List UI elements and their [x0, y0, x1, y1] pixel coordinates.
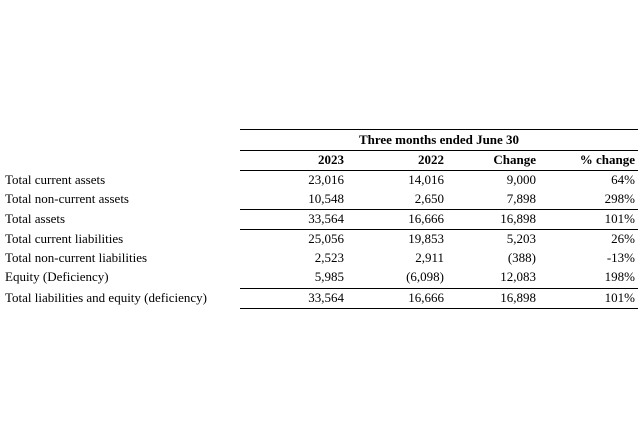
value-2023: 23,016 [308, 172, 344, 187]
value-2023: 5,985 [314, 269, 344, 284]
value-change: 9,000 [506, 172, 536, 187]
row-label: Equity (Deficiency) [5, 269, 109, 284]
table-row [0, 190, 640, 209]
value-change: 12,083 [500, 269, 536, 284]
value-pct-change: 101% [604, 290, 635, 305]
value-change: 7,898 [506, 191, 536, 206]
value-pct-change: 298% [604, 191, 635, 206]
header-pct-change: % change [579, 152, 635, 167]
value-2023: 33,564 [308, 290, 344, 305]
row-label: Total assets [5, 211, 66, 226]
row-label: Total non-current liabilities [5, 250, 148, 265]
value-change: (388) [507, 250, 536, 265]
table-row [0, 268, 640, 287]
row-label: Total liabilities and equity (deficiency) [5, 290, 207, 305]
value-2022: 16,666 [408, 290, 444, 305]
value-2023: 33,564 [308, 211, 344, 226]
value-2022: 2,650 [414, 191, 444, 206]
value-change: 16,898 [500, 290, 536, 305]
value-2022: 14,016 [408, 172, 444, 187]
table-row [0, 249, 640, 268]
top-rule [240, 129, 638, 130]
table-row [0, 289, 640, 308]
header-2022: 2022 [418, 152, 444, 167]
table-row [0, 171, 640, 190]
value-2023: 25,056 [308, 231, 344, 246]
table-row [0, 210, 640, 229]
row-label: Total non-current assets [5, 191, 129, 206]
value-change: 5,203 [506, 231, 536, 246]
table-row [0, 230, 640, 249]
period-rule [240, 150, 638, 151]
value-2023: 10,548 [308, 191, 344, 206]
bottom-rule [240, 308, 638, 309]
value-pct-change: -13% [606, 250, 635, 265]
row-label: Total current assets [5, 172, 106, 187]
period-title: Three months ended June 30 [358, 132, 520, 147]
value-2022: 19,853 [408, 231, 444, 246]
value-change: 16,898 [500, 211, 536, 226]
value-pct-change: 26% [611, 231, 635, 246]
value-2023: 2,523 [314, 250, 344, 265]
value-2022: 2,911 [415, 250, 444, 265]
header-2023: 2023 [318, 152, 344, 167]
header-change: Change [493, 152, 536, 167]
value-pct-change: 198% [604, 269, 635, 284]
row-label: Total current liabilities [5, 231, 124, 246]
value-2022: (6,098) [406, 269, 444, 284]
value-pct-change: 64% [611, 172, 635, 187]
value-2022: 16,666 [408, 211, 444, 226]
value-pct-change: 101% [604, 211, 635, 226]
